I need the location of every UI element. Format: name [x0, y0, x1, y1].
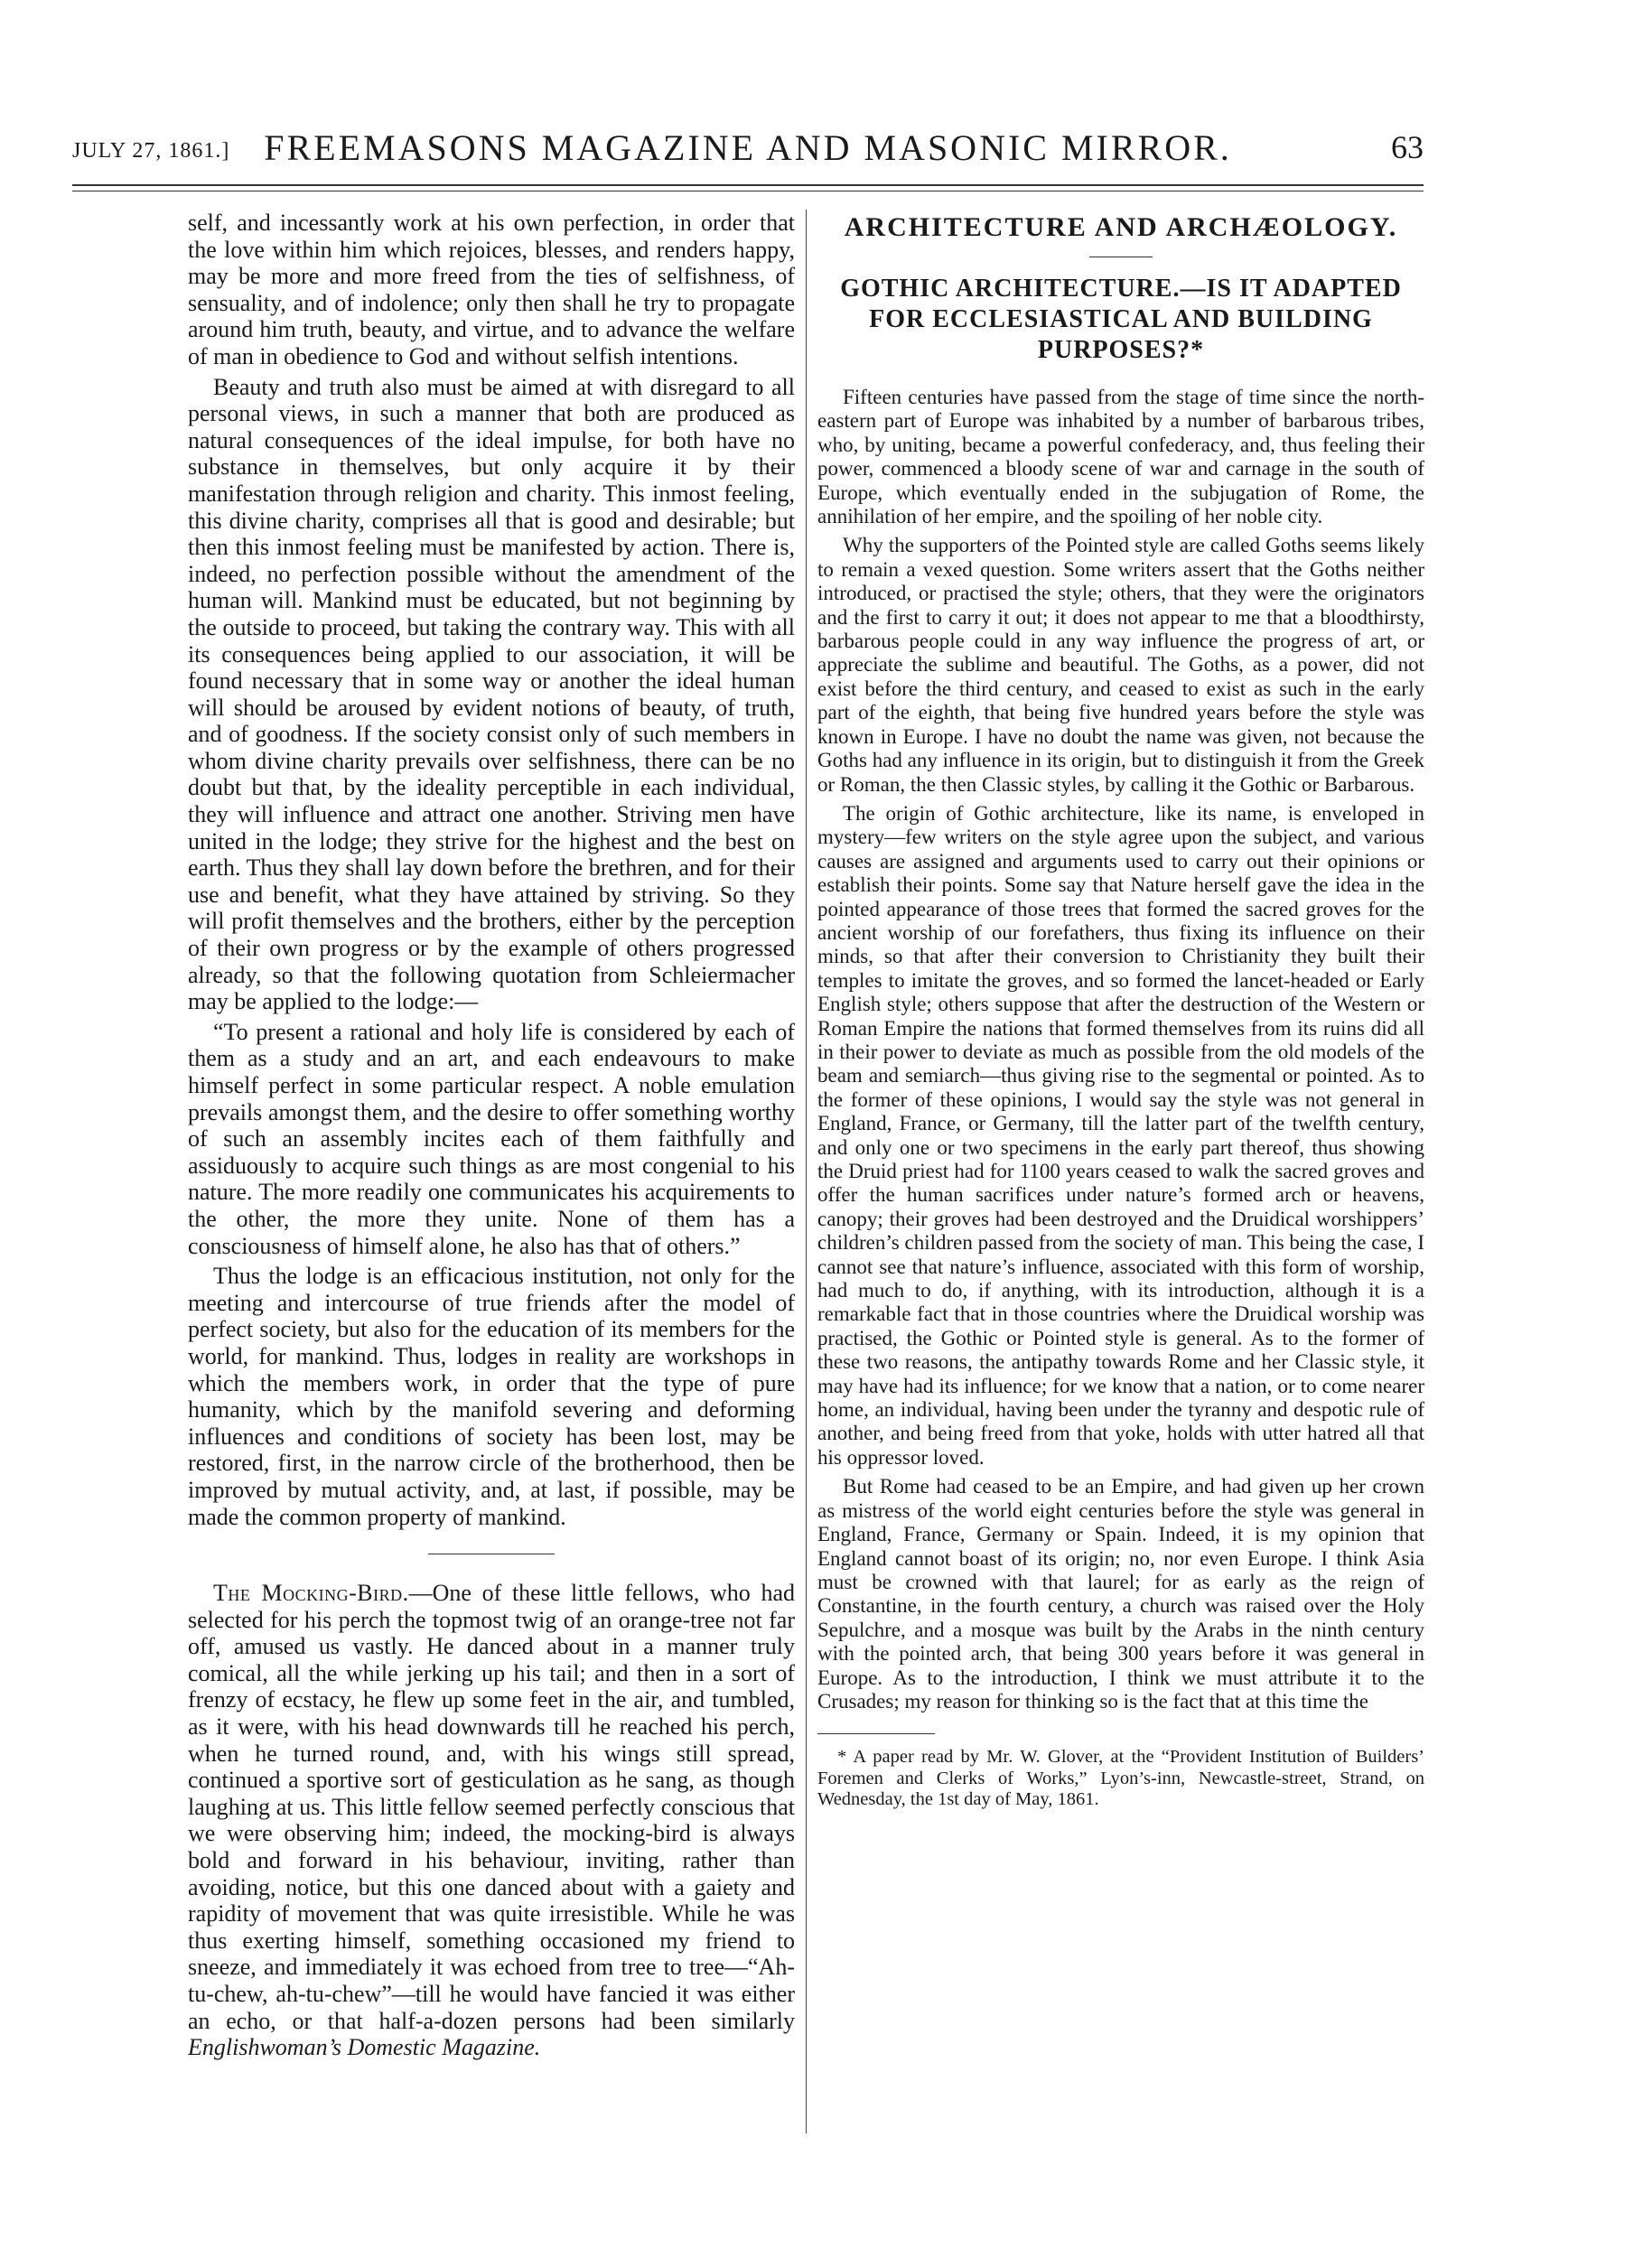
left-column	[188, 210, 795, 2179]
note-text: —One of these little fellows, who had selected for his perch the topmost twig of an orange-tree not far off, amused us vastly. He danced about in a manner truly comical, all the while jerking up his tail; and then in a sort of frenzy of ecstacy, he flew up some feet in the air, and tumbled, as it were, with his head downwards till he reached his perch, when he turned round, and, with his wings still spread, continued a sportive sort of gesticulation as he sang, as though laughing at us. This little fellow seemed perfectly conscious that we were observing him; indeed, the mocking-bird is always bold and forward in his behaviour, inviting, rather than avoiding, notice, but this one danced about with a gaiety and rapidity of movement that was quite irresistible. While he was thus exerting himself, something occasioned my friend to sneeze, and immediately it was echoed from tree to tree—“Ah-tu-chew, ah-tu-chew”—till he would have fancied it was either an echo, or that half-a-dozen persons had been similarly	[188, 1580, 795, 2034]
paragraph: The origin of Gothic architecture, like its name, is enveloped in mystery—few writers on the style agree upon the subject, and various causes are assigned and arguments used to carry out their opinions or establish their points. Some say that Nature herself gave the idea in the pointed appearance of those trees that formed the sacred groves for the ancient worship of our forefathers, thus fixing its influence on their minds, so that after their conversion to Christianity they built their temples to imitate the groves, and so formed the lancet-headed or Early English style; others suppose that after the destruction of the Western or Roman Empire the nations that formed themselves from its ruins did all in their power to deviate as much as possible from the old models of the beam and semiarch—thus giving rise to the segmental or pointed. As to the former of these opinions, I would say the style was not general in England, France, or Germany, till the latter part of the twelfth century, and only one or two specimens in the early part thereof, thus showing the Druid priest had for 1100 years ceased to walk the sacred groves and offer the human sacrifices under nature’s formed arch or heavens, canopy; their groves had been destroyed and the Druidical worshippers’ children’s children passed from the society of man. This being the case, I cannot see that nature’s influence, associated with this form of worship, had much to do, if anything, with its introduction, although it is a remarkable fact that in those countries where the Druidical worship was practised, the Gothic or Pointed style is general. As to the former of these two reasons, the antipathy towards Rome and her Classic style, it may have had its influence; for we know that a nation, or to come nearer home, an individual, having been under the tyranny and despotic rule of another, and being freed from that yoke, holds with utter hatred all that his oppressor loved.	[817, 801, 1424, 1469]
article-title: GOTHIC ARCHITECTURE.—IS IT ADAPTED FOR ECCLESIASTICAL AND BUILDING PURPOSES?*	[840, 275, 1402, 364]
header-rule	[72, 184, 1424, 186]
paragraph: Why the supporters of the Pointed style are called Goths seems likely to remain a vexed question. Some writers assert that the Goths neither introduced, or practised the style; others, that they were the originators and the first to carry it out; it does not appear to me that a bloodthirsty, barbarous people could in any way influence the progress of art, or appreciate the sublime and beautiful. The Goths, as a power, did not exist before the third century, and ceased to exist as such in the early part of the eighth, that being five hundred years before the style was known in Europe. I have no doubt the name was given, not because the Goths had any influence in its origin, but to distinguish it from the Greek or Roman, the then Classic styles, by calling it the Gothic or Barbarous.	[817, 534, 1424, 796]
paragraph: Beauty and truth also must be aimed at with disregard to all personal views, in such a manner that both are produced as natural consequences of the ideal impulse, for both have no substance in themselves, but only acquire it by their manifestation through religion and charity. This inmost feeling, this divine charity, comprises all that is good and desirable; but then this inmost feeling must be manifested by action. There is, indeed, no perfection possible without the amendment of the human will. Mankind must be educated, but not beginning by the outside to proceed, but taking the contrary way. This with all its consequences being applied to our association, it will be found necessary that in some way or another the ideal human will should be aroused by evident notions of beauty, of truth, and of goodness. If the society consist only of such members in whom divine charity prevails over selfishness, there can be no doubt but that, by the ideality perceptible in each individual, they will influence and attract one another. Striving men have united in the lodge; they strive for the highest and the best on earth. Thus they shall lay down before the brethren, and for their use and benefit, what they have attained by striving. So they will profit themselves and the brothers, either by the perception of their own progress or by the example of others progressed already, so that the following quotation from Schleiermacher may be applied to the lodge:—	[188, 373, 795, 1015]
section-heading: ARCHITECTURE AND ARCHÆOLOGY.	[844, 212, 1398, 242]
right-column	[817, 210, 1424, 2255]
note-source: Englishwoman’s Domestic Magazine.	[188, 2034, 541, 2061]
paragraph: Fifteen centuries have passed from the stage of time since the north-eastern part of Europe was inhabited by a number of barbarous tribes, who, by uniting, became a powerful confederacy, and, thus feeling their power, commenced a bloody scene of war and carnage in the south of Europe, which eventually ended in the subjugation of Rome, the annihilation of her empire, and the spoiling of her noble city.	[817, 386, 1424, 528]
paragraph: self, and incessantly work at his own perfection, in order that the love within him which rejoices, blesses, and renders happy, may be more and more freed from the ties of selfishness, of sensuality, and of indolence; only then shall he try to propagate around him truth, beauty, and virtue, and to advance the welfare of man in obedience to God and without selfish intentions.	[188, 210, 795, 369]
note-lead: The Mocking-Bird.	[213, 1580, 409, 1607]
paragraph: But Rome had ceased to be an Empire, and had given up her crown as mistress of the world eight centuries before the style was general in England, France, Germany or Spain. Indeed, it is my opinion that England cannot boast of its origin; no, nor even Europe. I think Asia must be crowned with that laurel; for as early as the reign of Constantine, in the fourth century, a church was raised over the Holy Sepulchre, and a mosque was built by the Arabs in the ninth century with the pointed arch, that being 300 years before it was general in Europe. As to the introduction, I think we must attribute it to the Crusades; my reason for thinking so is the fact that at this time the	[817, 1475, 1424, 1713]
running-head	[72, 125, 1424, 179]
column-divider	[806, 210, 807, 2133]
paragraph: Thus the lodge is an efficacious institution, not only for the meeting and intercourse of true friends after the model of perfect society, but also for the education of its members for the world, for mankind. Thus, lodges in reality are workshops in which the members work, in order that the type of pure humanity, which by the manifold severing and deforming influences and conditions of society has been lost, may be restored, first, in the narrow circle of the brotherhood, then be improved by mutual activity, and, at last, if possible, may be made the common property of mankind.	[188, 1263, 795, 1530]
article-body	[817, 386, 1424, 1713]
publication-title: FREEMASONS MAGAZINE AND MASONIC MIRROR.	[264, 127, 1232, 168]
footnote-rule	[817, 1733, 935, 1734]
footnote: * A paper read by Mr. W. Glover, at the “Provident Institution of Builders’ Foremen and Clerks of Works,” Lyon’s-inn, Newcastle-street, Strand, on Wednesday, the 1st day of May, 1861.	[817, 1747, 1424, 1810]
block-quote: “To present a rational and holy life is considered by each of them as a study and an art, and each endeavours to make himself perfect in some particular respect. A noble emulation prevails amongst them, and the desire to offer something worthy of such an assembly incites each of them faithfully and assiduously to acquire such things as are most congenial to his nature. The more readily one communicates his acquirements to the other, the more they unite. None of them has a consciousness of himself alone, he also has that of others.”	[188, 1018, 795, 1259]
page-number: 63	[1391, 129, 1424, 165]
issue-date: JULY 27, 1861.]	[72, 139, 230, 163]
mocking-bird-note	[188, 1580, 795, 2061]
